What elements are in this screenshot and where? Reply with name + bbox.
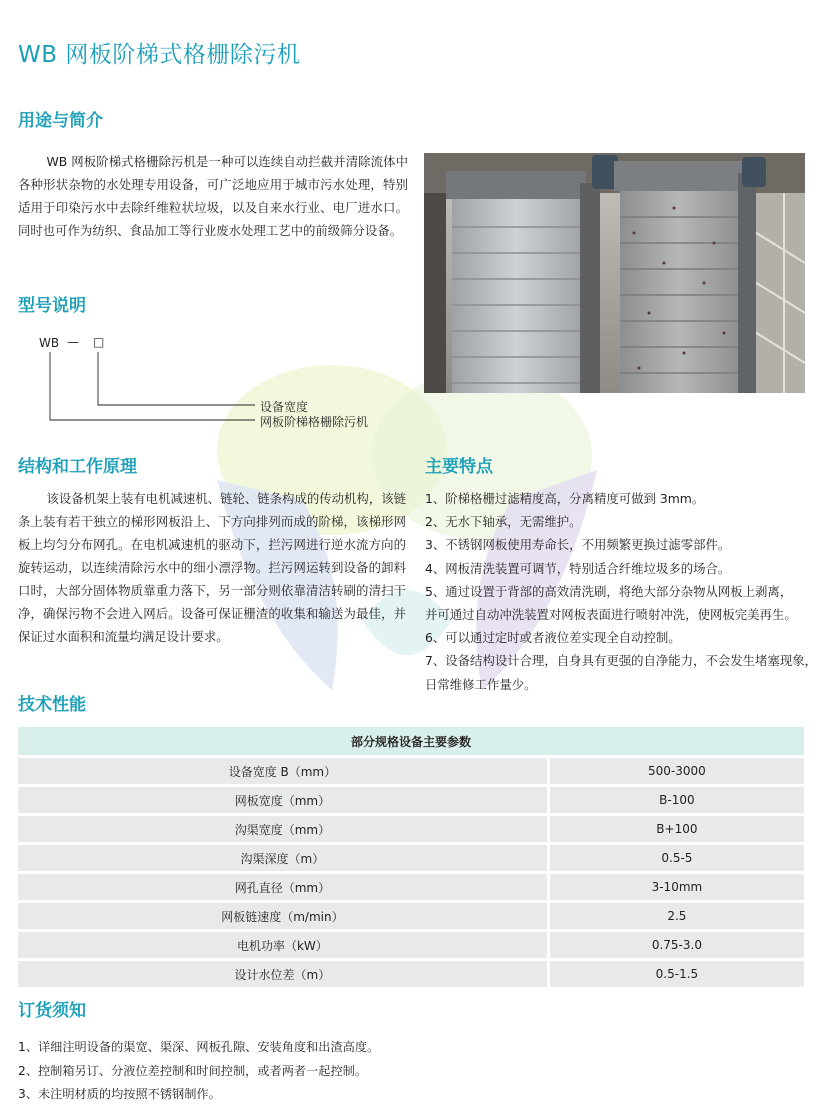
model-heading: 型号说明 (18, 296, 86, 316)
value-cell: 0.5-1.5 (550, 961, 804, 987)
param-cell: 网孔直径（mm） (18, 874, 547, 900)
order-item: 2、控制箱另订、分液位差控制和时间控制，或者两者一起控制。 (18, 1063, 368, 1078)
feature-item: 5、通过设置于背部的高效清洗刷，将绝大部分杂物从网板上剥离， (425, 583, 793, 599)
structure-text: 该设备机架上装有电机减速机、链轮、链条构成的传动机构，该链条上装有若干独立的梯形网板沿上、下方向排列而成的阶梯，该梯形网板上均匀分布网孔。在电机减速机的驱动下，拦污网进行逆水流方向的旋转运动，以连续清除污水中的细小漂浮物。拦污网运转到设备的卸料口时，大部分固体物质靠重力落下，另一部分则依靠清洁转刷的清扫干净，确保污物不会进入网后。设备可保证栅渣的收集和输送为最佳，并保证过水面积和流量均满足设计要求。 (18, 491, 406, 644)
table-row (18, 961, 804, 987)
feature-item: 6、可以通过定时或者液位差实现全自动控制。 (425, 630, 681, 646)
structure-heading: 结构和工作原理 (18, 457, 137, 477)
model-dash: — (67, 335, 79, 349)
table-row (18, 816, 804, 842)
model-width-label: 设备宽度 (260, 400, 309, 414)
feature-item: 1、阶梯格栅过滤精度高，分离精度可做到 3mm。 (425, 491, 705, 506)
param-cell: 网板宽度（mm） (18, 787, 547, 813)
feature-item: 4、网板清洗装置可调节，特别适合纤维垃圾多的场合。 (425, 560, 731, 576)
intro-heading: 用途与简介 (18, 111, 103, 131)
feature-item: 并可通过自动冲洗装置对网板表面进行喷射冲洗，使网板完美再生。 (425, 607, 797, 623)
value-cell: 500-3000 (550, 758, 804, 784)
features-list (425, 487, 815, 696)
value-cell: 2.5 (550, 903, 804, 929)
model-leader-lines (40, 350, 260, 430)
feature-item: 7、设备结构设计合理，自身具有更强的自净能力，不会发生堵塞现象， (425, 653, 817, 669)
order-item: 3、未注明材质的均按照不锈钢制作。 (18, 1087, 221, 1101)
model-box: □ (93, 335, 105, 349)
param-cell: 设备宽度 B（mm） (18, 758, 547, 784)
table-row (18, 932, 804, 958)
table-row (18, 758, 804, 784)
feature-item: 3、不锈钢网板使用寿命长，不用频繁更换过滤零部件。 (425, 537, 731, 553)
model-code: WB (39, 336, 60, 350)
value-cell: 3-10mm (550, 874, 804, 900)
spec-table-title: 部分规格设备主要参数 (18, 727, 804, 755)
param-cell: 沟渠深度（m） (18, 845, 547, 871)
table-row (18, 903, 804, 929)
value-cell: 0.5-5 (550, 845, 804, 871)
param-cell: 电机功率（kW） (18, 932, 547, 958)
param-cell: 网板链速度（m/min） (18, 903, 547, 929)
value-cell: B-100 (550, 787, 804, 813)
intro-text: WB 网板阶梯式格栅除污机是一种可以连续自动拦截并清除流体中各种形状杂物的水处理专用设备，可广泛地应用于城市污水处理，特别适用于印染污水中去除纤维粒状垃圾，以及自来水行业、电厂进水口。同时也可作为纺织、食品加工等行业废水处理工艺中的前级筛分设备。 (18, 154, 408, 238)
model-name-label: 网板阶梯格栅除污机 (260, 415, 369, 429)
features-heading: 主要特点 (425, 457, 493, 477)
tech-heading: 技术性能 (18, 695, 86, 715)
order-heading: 订货须知 (18, 1001, 86, 1021)
page-title: WB 网板阶梯式格栅除污机 (18, 42, 301, 68)
product-photo (424, 153, 805, 393)
table-row (18, 787, 804, 813)
feature-item: 2、无水下轴承，无需维护。 (425, 514, 582, 530)
param-cell: 沟渠宽度（mm） (18, 816, 547, 842)
value-cell: B+100 (550, 816, 804, 842)
table-row (18, 874, 804, 900)
feature-item: 日常维修工作量少。 (425, 676, 537, 692)
order-item: 1、详细注明设备的渠宽、渠深、网板孔隙、安装角度和出渣高度。 (18, 1040, 380, 1054)
spec-table (18, 724, 804, 990)
table-row (18, 845, 804, 871)
param-cell: 设计水位差（m） (18, 961, 547, 987)
value-cell: 0.75-3.0 (550, 932, 804, 958)
order-list (18, 1036, 798, 1107)
